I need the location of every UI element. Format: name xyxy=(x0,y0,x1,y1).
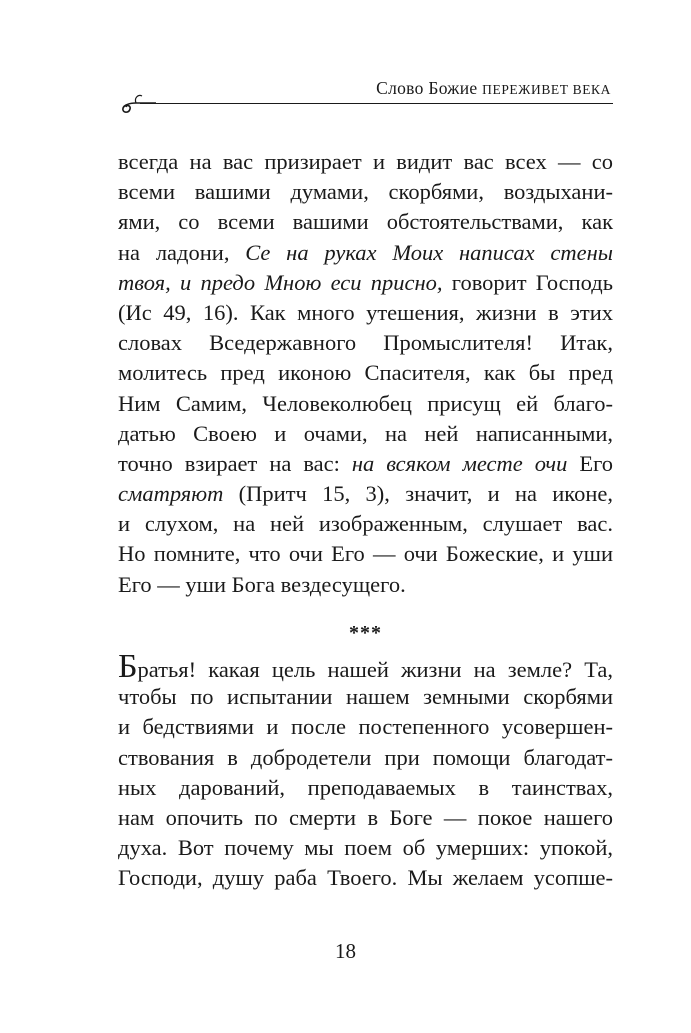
text-line xyxy=(118,509,613,539)
text-run: всеми вашими думами, скорбями, воздыхани- xyxy=(118,179,613,205)
italic-run: сматряют xyxy=(118,481,224,507)
text-run: (Ис 49, 16). Как много утешения, жизни в этих xyxy=(118,299,613,325)
text-run: и слухом, на ней изображенным, слушает вас. xyxy=(118,511,613,537)
paragraph-2 xyxy=(118,648,613,894)
flourish-ornament-icon xyxy=(118,88,158,114)
italic-run: Се на руках Моих написах стены xyxy=(245,239,613,265)
text-run: Его xyxy=(567,450,613,476)
header-rule xyxy=(140,103,613,104)
italic-run: на всяком месте очи xyxy=(351,450,568,476)
text-line xyxy=(118,449,613,479)
text-run: всегда на вас призирает и видит вас всех — со xyxy=(118,149,613,174)
header-title xyxy=(376,78,611,99)
section-separator: *** xyxy=(349,622,382,644)
text-line: ствования в добродетели при помощи благодат- xyxy=(118,744,613,770)
text-line: ных дарований, преподаваемых в таинствах, xyxy=(118,774,613,800)
text-line xyxy=(118,268,613,298)
text-run: Ним Самим, Человеколюбец присущ ей благо- xyxy=(118,390,613,416)
text-run: Его — уши Бога вездесущего. xyxy=(118,571,406,597)
running-header xyxy=(118,78,613,118)
text-run: датью Своею и очами, на ней написанными, xyxy=(118,420,613,446)
text-line: духа. Вот почему мы поем об умерших: упокой, xyxy=(118,835,613,861)
text-line: чтобы по испытании нашем земными скорбями xyxy=(118,684,613,710)
text-line xyxy=(118,539,613,569)
paragraph-1 xyxy=(118,147,613,600)
text-line xyxy=(118,419,613,449)
page-number: 18 xyxy=(335,939,356,963)
header-title-main: Слово Божие xyxy=(376,78,478,98)
text-run: словах Вседержавного Промыслителя! Итак, xyxy=(118,330,613,356)
text-line: и бедствиями и после постепенного усовершен- xyxy=(118,714,613,740)
text-run: на ладони, xyxy=(118,239,246,265)
text-line xyxy=(118,298,613,328)
text-line xyxy=(118,147,613,177)
drop-capital: Б xyxy=(118,648,138,685)
first-line-rest: ратья! какая цель нашей жизни на земле? Та, xyxy=(137,657,613,682)
text-line xyxy=(118,238,613,268)
text-run: (Притч 15, 3), значит, и на иконе, xyxy=(223,481,613,507)
text-run: ями, со всеми вашими обстоятельствами, как xyxy=(118,209,613,235)
text-line xyxy=(118,570,613,600)
text-run: точно взирает на вас: xyxy=(118,450,352,476)
text-run: говорит Господь xyxy=(442,269,613,295)
text-line xyxy=(118,207,613,237)
paragraph-2-first-line xyxy=(118,648,613,685)
text-line: нам опочить по смерти в Боге — покое нашего xyxy=(118,804,613,830)
text-line xyxy=(118,389,613,419)
text-line xyxy=(118,479,613,509)
text-line: Господи, душу раба Твоего. Мы желаем усопше- xyxy=(118,865,613,891)
text-run: молитесь пред иконою Спасителя, как бы пред xyxy=(118,360,613,386)
text-line xyxy=(118,358,613,388)
italic-run: твоя, и предо Мною еси присно, xyxy=(118,269,443,295)
header-title-smallcaps: ПЕРЕЖИВЕТ ВЕКА xyxy=(482,82,611,97)
text-run: Но помните, что очи Его — очи Божеские, и уши xyxy=(118,541,613,567)
text-line xyxy=(118,177,613,207)
text-line xyxy=(118,328,613,358)
